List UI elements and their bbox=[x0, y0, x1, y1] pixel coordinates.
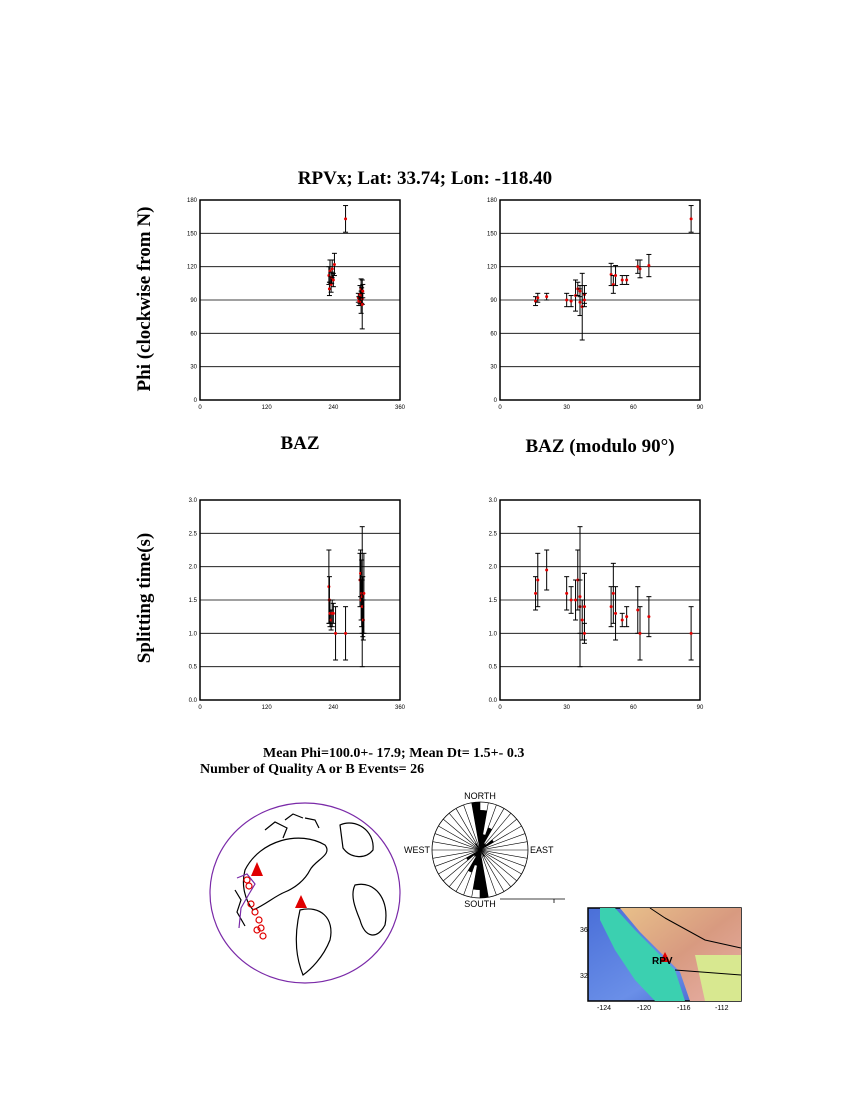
data-point bbox=[343, 206, 348, 233]
point-marker bbox=[625, 279, 628, 282]
point-marker bbox=[636, 609, 639, 612]
map-lon-tick: -120 bbox=[637, 1005, 652, 1012]
data-point bbox=[624, 607, 629, 627]
point-marker bbox=[583, 605, 586, 608]
y-tick-label: 0.0 bbox=[188, 698, 197, 704]
point-marker bbox=[344, 217, 347, 220]
point-marker bbox=[639, 632, 642, 635]
point-marker bbox=[647, 264, 650, 267]
data-point bbox=[689, 206, 694, 233]
y-tick-label: 2.0 bbox=[488, 564, 497, 571]
point-marker bbox=[574, 599, 577, 602]
data-point bbox=[646, 597, 651, 637]
page-title: RPVx; Lat: 33.74; Lon: -118.40 bbox=[297, 168, 553, 189]
point-marker bbox=[545, 569, 548, 572]
point-marker bbox=[690, 217, 693, 220]
point-marker bbox=[614, 274, 617, 277]
x-tick-label: 60 bbox=[629, 705, 637, 710]
rose-diagram bbox=[395, 788, 565, 913]
x-tick-label: 30 bbox=[563, 705, 571, 710]
point-marker bbox=[536, 579, 539, 582]
y-tick-label: 1.0 bbox=[488, 631, 497, 638]
rose-north-label: NORTH bbox=[464, 791, 496, 801]
point-marker bbox=[612, 592, 615, 595]
point-marker bbox=[334, 632, 337, 635]
map-lat-tick: 32 bbox=[580, 973, 588, 980]
x-tick-label: 0 bbox=[198, 705, 202, 710]
x-tick-label: 0 bbox=[198, 405, 202, 410]
map-lat-tick: 36 bbox=[580, 927, 588, 934]
x-tick-label: 240 bbox=[328, 405, 339, 410]
data-point bbox=[620, 613, 625, 626]
data-point bbox=[544, 550, 549, 590]
y-tick-label: 2.5 bbox=[188, 531, 197, 538]
event-count: Number of Quality A or B Events= 26 bbox=[200, 762, 425, 777]
point-marker bbox=[647, 615, 650, 618]
point-marker bbox=[536, 296, 539, 299]
y-tick-label: 180 bbox=[186, 198, 197, 204]
point-marker bbox=[362, 592, 365, 595]
globe-map bbox=[205, 800, 405, 990]
y-tick-label: 180 bbox=[486, 198, 497, 204]
y-tick-label: 90 bbox=[190, 298, 197, 304]
data-point bbox=[544, 293, 549, 300]
phi-axis-label: Phi (clockwise from N) bbox=[134, 206, 155, 392]
y-tick-label: 2.5 bbox=[488, 531, 497, 538]
point-marker bbox=[614, 612, 617, 615]
baz-axis-label: BAZ bbox=[280, 433, 320, 454]
y-tick-label: 60 bbox=[490, 331, 497, 338]
point-marker bbox=[610, 605, 613, 608]
y-tick-label: 2.0 bbox=[188, 564, 197, 571]
regional-map bbox=[555, 900, 755, 1015]
phi-baz-chart bbox=[185, 190, 415, 410]
point-marker bbox=[565, 299, 568, 302]
x-tick-label: 30 bbox=[563, 405, 571, 410]
map-station-label: RPV bbox=[652, 956, 673, 967]
y-tick-label: 3.0 bbox=[188, 498, 197, 504]
x-tick-label: 240 bbox=[328, 705, 339, 710]
point-marker bbox=[331, 267, 334, 270]
y-tick-label: 1.5 bbox=[488, 598, 497, 604]
point-marker bbox=[621, 619, 624, 622]
point-marker bbox=[570, 599, 573, 602]
point-marker bbox=[579, 290, 582, 293]
y-tick-label: 150 bbox=[486, 231, 497, 238]
data-point bbox=[620, 276, 625, 285]
data-point bbox=[564, 577, 569, 610]
y-tick-label: 30 bbox=[490, 364, 497, 371]
phi-mod-chart bbox=[485, 190, 715, 410]
map-lon-tick: -112 bbox=[715, 1005, 729, 1012]
point-marker bbox=[545, 295, 548, 298]
point-marker bbox=[328, 287, 331, 290]
y-tick-label: 120 bbox=[186, 264, 197, 271]
x-tick-label: 90 bbox=[696, 705, 704, 710]
rose-south-label: SOUTH bbox=[464, 899, 496, 909]
y-tick-label: 60 bbox=[190, 331, 197, 338]
point-marker bbox=[621, 279, 624, 282]
point-marker bbox=[570, 300, 573, 303]
y-tick-label: 0 bbox=[193, 398, 197, 404]
x-tick-label: 120 bbox=[261, 405, 272, 410]
baz-mod-axis-label: BAZ (modulo 90°) bbox=[525, 436, 675, 457]
point-marker bbox=[579, 301, 582, 304]
y-tick-label: 90 bbox=[490, 298, 497, 304]
map-lon-tick: -124 bbox=[597, 1005, 612, 1012]
data-point bbox=[646, 254, 651, 276]
point-marker bbox=[332, 279, 335, 282]
dt-axis-label: Splitting time(s) bbox=[134, 532, 155, 664]
point-marker bbox=[579, 595, 582, 598]
x-tick-label: 90 bbox=[696, 405, 704, 410]
point-marker bbox=[332, 612, 335, 615]
data-point bbox=[569, 296, 574, 307]
point-marker bbox=[565, 592, 568, 595]
point-marker bbox=[361, 303, 364, 306]
point-marker bbox=[361, 290, 364, 293]
point-marker bbox=[534, 592, 537, 595]
y-tick-label: 0 bbox=[493, 398, 497, 404]
rose-east-label: EAST bbox=[530, 845, 554, 855]
point-marker bbox=[636, 265, 639, 268]
mean-stats: Mean Phi=100.0+- 17.9; Mean Dt= 1.5+- 0.3 bbox=[263, 746, 525, 761]
point-marker bbox=[625, 615, 628, 618]
y-tick-label: 1.5 bbox=[188, 598, 197, 604]
point-marker bbox=[583, 632, 586, 635]
dt-baz-chart bbox=[185, 490, 415, 710]
y-tick-label: 1.0 bbox=[188, 631, 197, 638]
y-tick-label: 150 bbox=[186, 231, 197, 238]
point-marker bbox=[639, 267, 642, 270]
point-marker bbox=[333, 263, 336, 266]
y-tick-label: 120 bbox=[486, 264, 497, 271]
x-tick-label: 360 bbox=[394, 705, 406, 710]
x-tick-label: 0 bbox=[498, 705, 502, 710]
x-tick-label: 360 bbox=[394, 405, 406, 410]
data-point bbox=[624, 276, 629, 285]
point-marker bbox=[581, 619, 584, 622]
map-lon-tick: -116 bbox=[677, 1005, 691, 1012]
point-marker bbox=[690, 632, 693, 635]
x-tick-label: 0 bbox=[498, 405, 502, 410]
point-marker bbox=[583, 299, 586, 302]
y-tick-label: 0.5 bbox=[188, 664, 197, 671]
point-marker bbox=[344, 632, 347, 635]
y-tick-label: 30 bbox=[190, 364, 197, 371]
rose-west-label: WEST bbox=[404, 845, 430, 855]
dt-mod-chart bbox=[485, 490, 715, 710]
x-tick-label: 60 bbox=[629, 405, 637, 410]
x-tick-label: 120 bbox=[261, 705, 272, 710]
y-tick-label: 0.5 bbox=[488, 664, 497, 671]
y-tick-label: 0.0 bbox=[488, 698, 497, 704]
y-tick-label: 3.0 bbox=[488, 498, 497, 504]
